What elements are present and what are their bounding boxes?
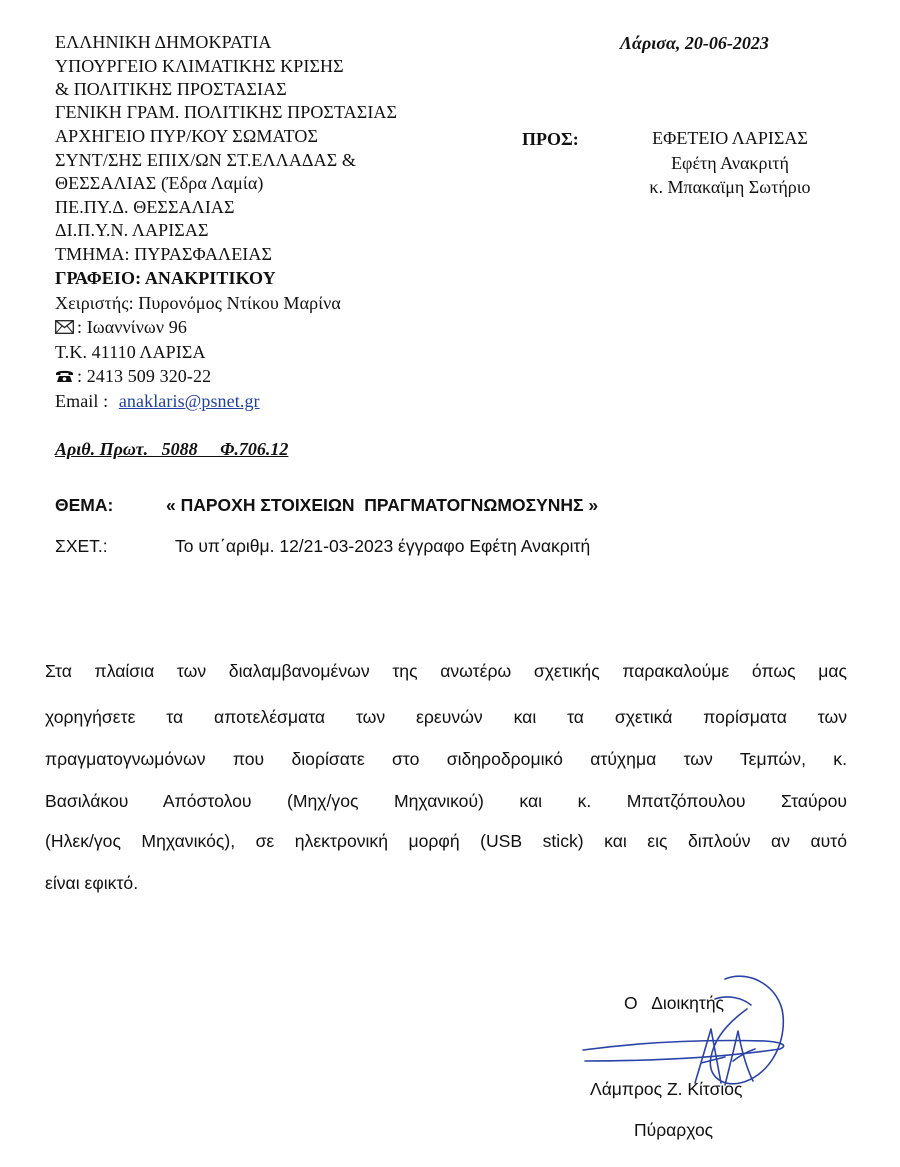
place-date: Λάρισα, 20-06-2023 bbox=[620, 33, 769, 53]
envelope-icon bbox=[55, 317, 74, 340]
email-label: Email : bbox=[55, 391, 109, 411]
subject-text: « ΠΑΡΟΧΗ ΣΤΟΙΧΕΙΩΝ ΠΡΑΓΜΑΤΟΓΝΩΜΟΣΥΝΗΣ » bbox=[166, 495, 599, 515]
sender-line: ΣΥΝΤ/ΣΗΣ ΕΠΙΧ/ΩΝ ΣΤ.ΕΛΛΑΔΑΣ & bbox=[55, 150, 356, 170]
address-text: : Ιωαννίνων 96 bbox=[77, 317, 187, 337]
sender-line: ΥΠΟΥΡΓΕΙΟ ΚΛΙΜΑΤΙΚΗΣ ΚΡΙΣΗΣ bbox=[55, 56, 344, 76]
postal-line: Τ.Κ. 41110 ΛΑΡΙΣΑ bbox=[55, 342, 206, 362]
address-line bbox=[55, 316, 187, 340]
recipient-line: κ. Μπακαϊμη Σωτήριο bbox=[649, 177, 811, 197]
recipient-line: Εφέτη Ανακριτή bbox=[671, 153, 789, 173]
signatory-name: Λάμπρος Ζ. Κίτσιος bbox=[590, 1079, 743, 1099]
sender-line: ΘΕΣΣΑΛΙΑΣ (Έδρα Λαμία) bbox=[55, 173, 264, 193]
recipient-line: ΕΦΕΤΕΙΟ ΛΑΡΙΣΑΣ bbox=[652, 128, 808, 148]
phone-line bbox=[55, 365, 211, 389]
phone-text: : 2413 509 320-22 bbox=[77, 366, 212, 386]
body-line: Στα πλαίσια των διαλαμβανομένων της ανωτέρω σχετικής παρακαλούμε όπως μας bbox=[45, 661, 847, 681]
body-line: Βασιλάκου Απόστολου (Μηχ/γος Μηχανικού) και κ. Μπατζόπουλου Σταύρου bbox=[45, 791, 847, 811]
office-name: ΓΡΑΦΕΙΟ: ΑΝΑΚΡΙΤΙΚΟΥ bbox=[55, 268, 276, 288]
signature-stroke bbox=[583, 1040, 784, 1061]
email-line bbox=[55, 390, 260, 413]
telephone-icon bbox=[55, 366, 74, 389]
sender-line: ΤΜΗΜΑ: ΠΥΡΑΣΦΑΛΕΙΑΣ bbox=[55, 244, 273, 264]
sender-line: ΑΡΧΗΓΕΙΟ ΠΥΡ/ΚΟΥ ΣΩΜΑΤΟΣ bbox=[55, 126, 319, 146]
to-label: ΠΡΟΣ: bbox=[522, 129, 579, 149]
protocol-number: Αριθ. Πρωτ. 5088 Φ.706.12 bbox=[55, 439, 289, 459]
signatory-title: Ο Διοικητής bbox=[624, 993, 724, 1013]
sender-line: ΔΙ.Π.Υ.Ν. ΛΑΡΙΣΑΣ bbox=[55, 220, 209, 240]
body-line: είναι εφικτό. bbox=[45, 873, 139, 893]
sender-line: ΕΛΛΗΝΙΚΗ ΔΗΜΟΚΡΑΤΙΑ bbox=[55, 32, 272, 52]
handwritten-signature bbox=[575, 965, 805, 1105]
signature-stroke bbox=[701, 1057, 725, 1063]
body-line: πραγματογνωμόνων που διορίσατε στο σιδηροδρομικό ατύχημα των Τεμπών, κ. bbox=[45, 749, 847, 769]
sender-line: ΠΕ.ΠΥ.Δ. ΘΕΣΣΑΛΙΑΣ bbox=[55, 197, 235, 217]
sender-line: ΓΕΝΙΚΗ ΓΡΑΜ. ΠΟΛΙΤΙΚΗΣ ΠΡΟΣΤΑΣΙΑΣ bbox=[55, 102, 398, 122]
body-line: χορηγήσετε τα αποτελέσματα των ερευνών και τα σχετικά πορίσματα των bbox=[45, 707, 847, 727]
email-link[interactable]: anaklaris@psnet.gr bbox=[118, 391, 260, 411]
signature-stroke bbox=[725, 1031, 753, 1085]
reference-label: ΣΧΕΤ.: bbox=[55, 536, 108, 556]
signatory-rank: Πύραρχος bbox=[634, 1120, 714, 1140]
subject-label: ΘΕΜΑ: bbox=[55, 495, 114, 515]
signature-stroke bbox=[715, 997, 751, 1005]
handler-name: Χειριστής: Πυρονόμος Ντίκου Μαρίνα bbox=[55, 293, 341, 313]
reference-text: Το υπ΄αριθμ. 12/21-03-2023 έγγραφο Εφέτη Ανακριτή bbox=[175, 536, 591, 556]
body-line: (Ηλεκ/γος Μηχανικός), σε ηλεκτρονική μορφή (USB stick) και εις διπλούν αν αυτό bbox=[45, 831, 847, 851]
sender-line: & ΠΟΛΙΤΙΚΗΣ ΠΡΟΣΤΑΣΙΑΣ bbox=[55, 79, 287, 99]
